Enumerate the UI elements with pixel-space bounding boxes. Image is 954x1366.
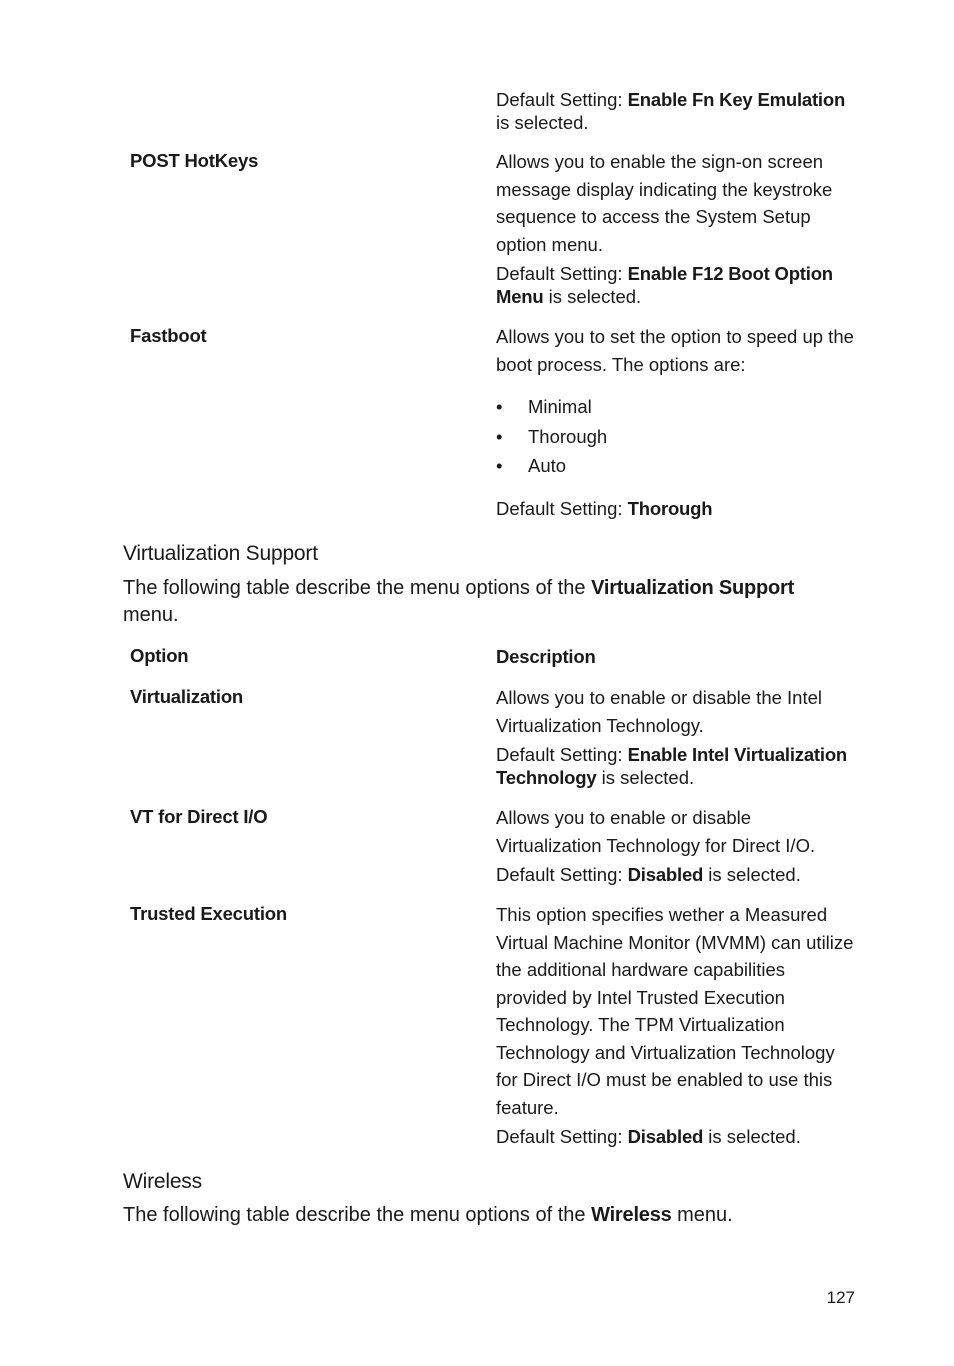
default-setting-suffix: is selected. <box>496 112 589 133</box>
default-setting-suffix: is selected. <box>703 864 801 885</box>
intro-suffix: menu. <box>123 604 179 626</box>
bullet-icon: • <box>496 425 503 447</box>
trusted-execution-description-block <box>496 901 856 1148</box>
trusted-execution-default-setting <box>496 1125 856 1148</box>
default-setting-value: Disabled <box>627 1126 704 1147</box>
default-setting-prefix: Default Setting: <box>496 1126 628 1147</box>
default-setting-value: Enable F12 Boot Option Menu <box>496 263 833 307</box>
list-item-label: Minimal <box>528 396 592 417</box>
default-setting-suffix: is selected. <box>543 286 642 307</box>
default-setting-value: Disabled <box>627 864 704 885</box>
option-virtualization: Virtualization <box>130 686 244 707</box>
fastboot-description: Allows you to set the option to speed up the boot process. The options are: <box>496 326 854 375</box>
intro-prefix: The following table describe the menu options of the <box>123 1204 592 1226</box>
intro-menu-name: Virtualization Support <box>591 577 795 599</box>
option-fastboot: Fastboot <box>130 325 207 346</box>
option-vt-direct-io: VT for Direct I/O <box>130 806 268 827</box>
virtualization-intro <box>123 575 843 629</box>
wireless-intro <box>123 1202 843 1229</box>
fastboot-default-setting <box>496 497 856 520</box>
intro-menu-name: Wireless <box>591 1204 672 1226</box>
intro-prefix: The following table describe the menu options of the <box>123 577 592 599</box>
post-hotkeys-description-block <box>496 148 856 308</box>
virtualization-description: Allows you to enable or disable the Intel Virtualization Technology. <box>496 687 823 736</box>
option-post-hotkeys: POST HotKeys <box>130 150 259 171</box>
default-setting-prefix: Default Setting: <box>496 498 628 519</box>
table-header-option: Option <box>130 645 189 666</box>
default-setting-value: Thorough <box>627 498 713 519</box>
section-heading-wireless: Wireless <box>123 1170 202 1193</box>
post-hotkeys-description: Allows you to enable the sign-on screen message display indicating the keystroke sequence to access the System Setup option menu. <box>496 151 833 255</box>
page-number: 127 <box>826 1288 855 1307</box>
section-heading-virtualization-support: Virtualization Support <box>123 542 318 565</box>
option-trusted-execution: Trusted Execution <box>130 903 287 924</box>
default-setting-value: Enable Intel Virtualization Technology <box>496 744 848 788</box>
fastboot-options-list <box>496 396 607 485</box>
default-setting-suffix: is selected. <box>596 767 695 788</box>
default-setting-value: Enable Fn Key Emulation <box>627 89 846 110</box>
list-item-label: Thorough <box>528 425 608 447</box>
fn-key-default-setting <box>496 88 856 134</box>
vt-direct-io-description: Allows you to enable or disable Virtualization Technology for Direct I/O. <box>496 807 816 856</box>
list-item <box>496 455 607 485</box>
virtualization-default-setting <box>496 743 856 789</box>
table-header-description: Description <box>496 646 596 667</box>
default-setting-prefix: Default Setting: <box>496 263 628 284</box>
default-setting-prefix: Default Setting: <box>496 89 628 110</box>
vt-direct-io-description-block <box>496 804 856 886</box>
post-hotkeys-default-setting <box>496 262 856 308</box>
intro-suffix: menu. <box>671 1204 733 1226</box>
list-item <box>496 396 607 426</box>
list-item <box>496 426 607 456</box>
default-setting-prefix: Default Setting: <box>496 864 628 885</box>
virtualization-description-block <box>496 684 856 789</box>
bullet-icon: • <box>496 455 503 476</box>
bullet-icon: • <box>496 396 503 417</box>
trusted-execution-description: This option specifies wether a Measured Virtual Machine Monitor (MVMM) can utilize the additional hardware capabilities provided by Intel Trusted Execution Technology. The TPM Virtualization Technology and Virtualization Technology for Direct I/O must be enabled to use this feature. <box>496 904 854 1118</box>
list-item-label: Auto <box>528 455 567 476</box>
vt-direct-io-default-setting <box>496 863 856 886</box>
default-setting-prefix: Default Setting: <box>496 744 628 765</box>
default-setting-suffix: is selected. <box>703 1126 801 1147</box>
